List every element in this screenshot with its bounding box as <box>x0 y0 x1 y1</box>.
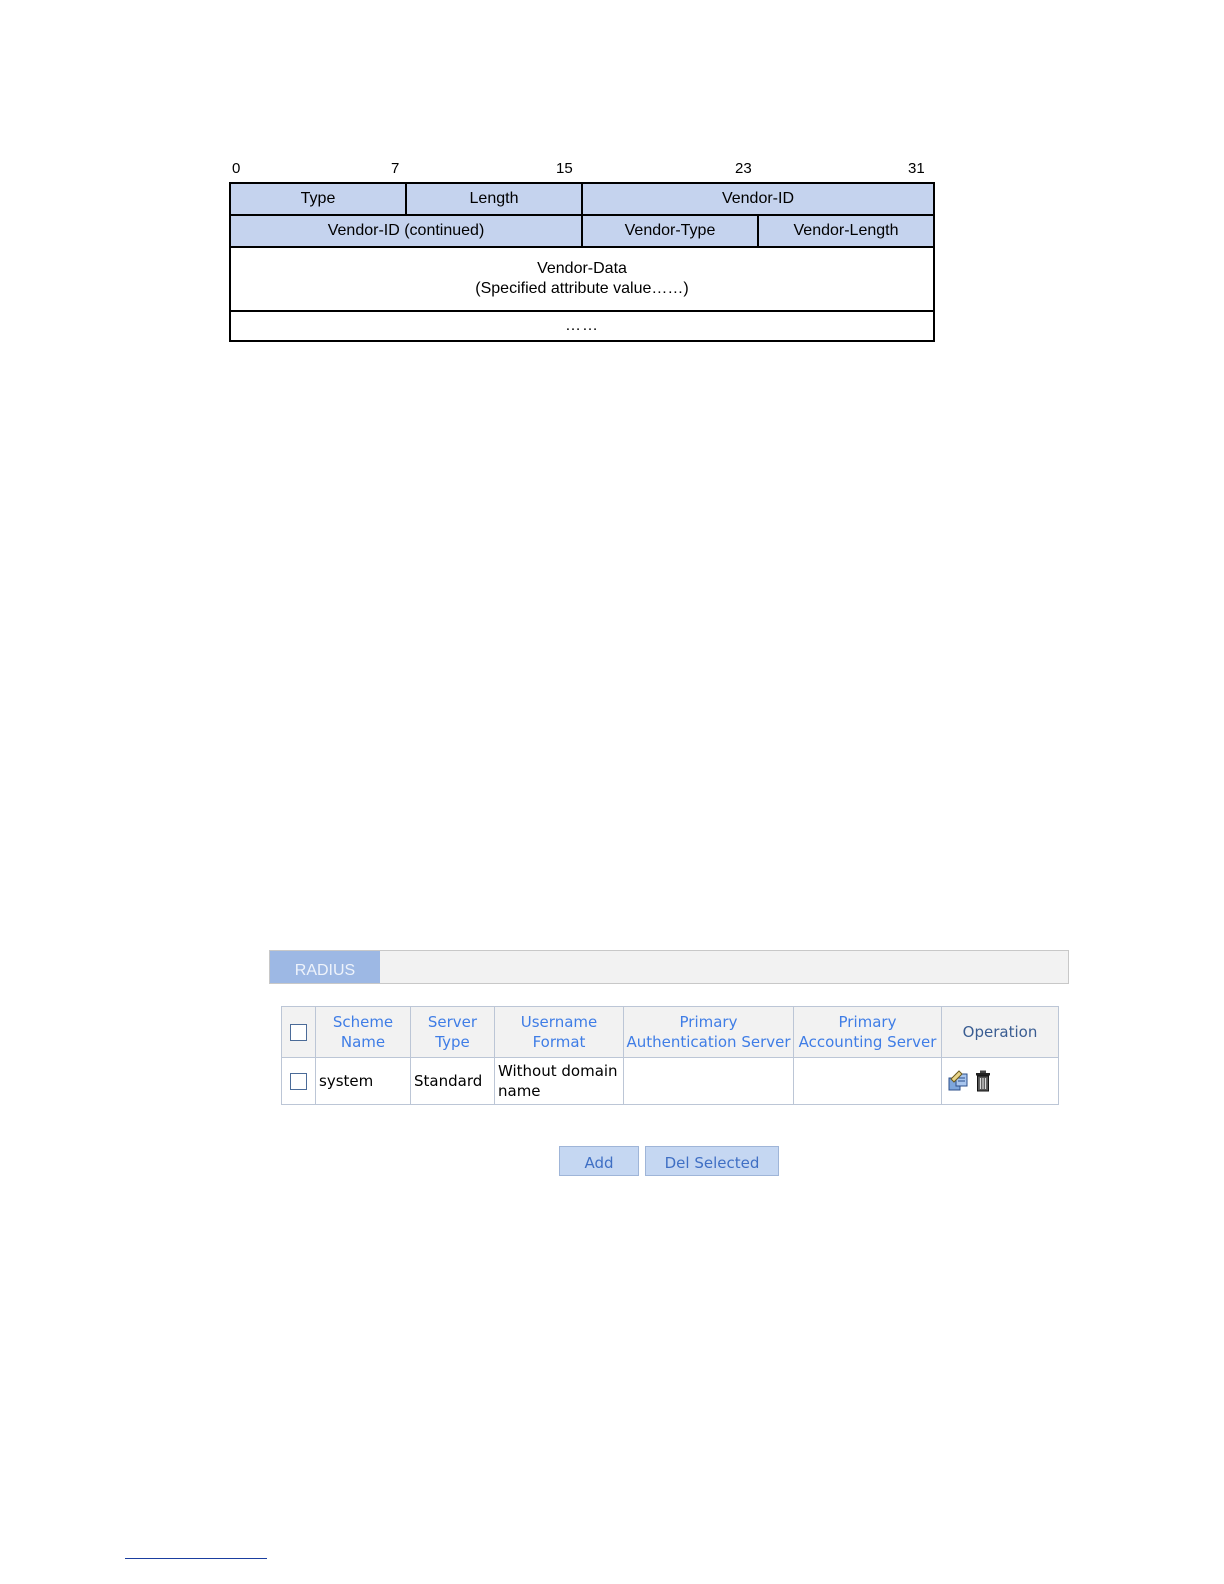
header-username-format-line2: Format <box>532 1033 586 1051</box>
field-type: Type <box>230 183 406 215</box>
header-primary-acct-line1: Primary <box>838 1013 897 1031</box>
cell-operation <box>942 1058 1059 1105</box>
delete-trash-icon[interactable] <box>975 1070 991 1092</box>
field-vendor-id-continued: Vendor-ID (continued) <box>230 215 582 247</box>
header-primary-acct-server[interactable] <box>794 1007 942 1058</box>
header-scheme-name-line2: Name <box>340 1033 386 1051</box>
cell-primary-acct-server <box>794 1058 942 1105</box>
del-selected-button[interactable]: Del Selected <box>645 1146 779 1176</box>
header-username-format-line1: Username <box>520 1013 598 1031</box>
header-server-type-line1: Server <box>427 1013 478 1031</box>
cell-username-format <box>495 1058 624 1105</box>
edit-icon[interactable] <box>947 1070 969 1092</box>
select-all-checkbox[interactable] <box>290 1024 307 1041</box>
field-vendor-data <box>230 247 934 311</box>
header-primary-acct-line2: Accounting Server <box>798 1033 937 1051</box>
header-operation: Operation <box>942 1007 1059 1058</box>
cell-username-format-line1: Without domain <box>498 1062 618 1080</box>
bit-label-23: 23 <box>735 160 752 177</box>
header-primary-auth-line2: Authentication Server <box>626 1033 791 1051</box>
vendor-data-title: Vendor-Data <box>537 260 627 277</box>
table-row <box>282 1058 1059 1105</box>
bit-label-0: 0 <box>232 160 241 177</box>
radius-scheme-table <box>281 1006 1059 1105</box>
header-scheme-name[interactable] <box>316 1007 411 1058</box>
header-server-type-line2: Type <box>435 1033 470 1051</box>
header-username-format[interactable] <box>495 1007 624 1058</box>
bit-label-15: 15 <box>556 160 573 177</box>
bit-label-7: 7 <box>391 160 400 177</box>
header-primary-auth-server[interactable] <box>624 1007 794 1058</box>
add-button[interactable]: Add <box>559 1146 639 1176</box>
field-vendor-type: Vendor-Type <box>582 215 758 247</box>
header-primary-auth-line1: Primary <box>679 1013 738 1031</box>
bit-label-31: 31 <box>908 160 925 177</box>
field-vendor-id: Vendor-ID <box>582 183 934 215</box>
footnote-separator <box>125 1558 267 1559</box>
field-vendor-length: Vendor-Length <box>758 215 934 247</box>
cell-server-type: Standard <box>411 1058 495 1105</box>
tab-radius[interactable]: RADIUS <box>270 951 380 983</box>
cell-scheme-name: system <box>316 1058 411 1105</box>
vendor-attribute-format-diagram <box>229 182 935 342</box>
row-select-cell <box>282 1058 316 1105</box>
field-continuation: …… <box>230 311 934 341</box>
row-checkbox[interactable] <box>290 1073 307 1090</box>
table-header-row <box>282 1007 1059 1058</box>
select-all-cell <box>282 1007 316 1058</box>
tab-bar <box>269 950 1069 984</box>
header-server-type[interactable] <box>411 1007 495 1058</box>
header-scheme-name-line1: Scheme <box>332 1013 394 1031</box>
cell-primary-auth-server <box>624 1058 794 1105</box>
field-length: Length <box>406 183 582 215</box>
bit-position-ruler <box>229 160 935 182</box>
vendor-data-note: (Specified attribute value……) <box>475 280 689 297</box>
cell-username-format-line2: name <box>498 1082 541 1100</box>
